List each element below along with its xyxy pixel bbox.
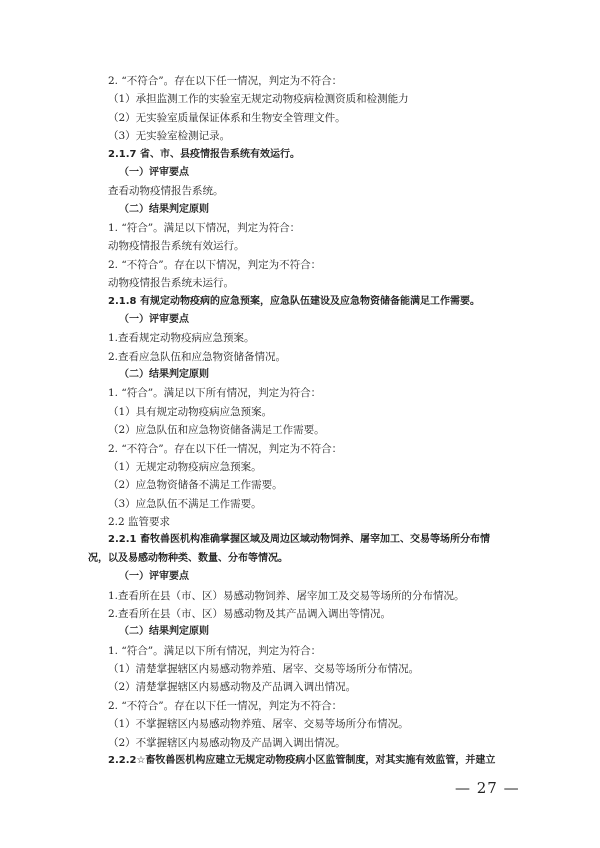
text-line: （2）应急物资储备不满足工作需要。 — [108, 479, 283, 491]
section-heading: 2.1.7 省、市、县疫情报告系统有效运行。 — [108, 149, 300, 160]
text-line: （3）应急队伍不满足工作需要。 — [108, 498, 262, 510]
subheading: （二）结果判定原则 — [119, 369, 209, 380]
text-line: 1. “符合”。满足以下情况，判定为符合： — [108, 222, 301, 234]
text-line: （1）承担监测工作的实验室无规定动物疫病检测资质和检测能力 — [108, 93, 409, 105]
text-line: 2. “不符合”。存在以下情况，判定为不符合： — [108, 259, 322, 271]
text-line: （1）不掌握辖区内易感动物养殖、屠宰、交易等场所分布情况。 — [108, 718, 409, 730]
text-line: 动物疫情报告系统有效运行。 — [108, 240, 245, 252]
subheading: （一）评审要点 — [119, 571, 189, 582]
subheading: （一）评审要点 — [119, 314, 189, 325]
text-line: 2. “不符合”。存在以下任一情况，判定为不符合： — [108, 75, 343, 87]
text-line: 2. “不符合”。存在以下任一情况，判定为不符合： — [108, 700, 343, 712]
section-heading: 2.2.1 畜牧兽医机构准确掌握区域及周边区域动物饲养、屠宰加工、交易等场所分布情 — [108, 534, 490, 545]
text-line: 1. “符合”。满足以下所有情况，判定为符合： — [108, 645, 322, 657]
text-line: 动物疫情报告系统未运行。 — [108, 277, 234, 289]
section-heading: 2.2.2☆畜牧兽医机构应建立无规定动物疫病小区监管制度，对其实施有效监管，并建立 — [108, 755, 496, 766]
subheading: （二）结果判定原则 — [119, 204, 209, 215]
text-line: 查看动物疫情报告系统。 — [108, 185, 224, 197]
text-line: （2）无实验室质量保证体系和生物安全管理文件。 — [108, 112, 346, 124]
text-line: （2）不掌握辖区内易感动物及产品调入调出情况。 — [108, 737, 346, 749]
text-line: （1）无规定动物疫病应急预案。 — [108, 461, 262, 473]
text-line: （2）清楚掌握辖区内易感动物及产品调入调出情况。 — [108, 681, 357, 693]
text-line: （1）清楚掌握辖区内易感动物养殖、屠宰、交易等场所分布情况。 — [108, 663, 420, 675]
text-line: （3）无实验室检测记录。 — [108, 130, 231, 142]
section-heading: 2.1.8 有规定动物疫病的应急预案，应急队伍建设及应急物资储备能满足工作需要。 — [108, 296, 480, 307]
page-number: — 27 — — [455, 779, 520, 797]
text-line: 1. “符合”。满足以下所有情况，判定为符合： — [108, 387, 322, 399]
text-line: 1.查看所在县（市、区）易感动物饲养、屠宰加工及交易等场所的分布情况。 — [108, 590, 465, 602]
text-line: 2.查看所在县（市、区）易感动物及其产品调入调出等情况。 — [108, 608, 392, 620]
text-line: 1.查看规定动物疫病应急预案。 — [108, 332, 255, 344]
text-line: （2）应急队伍和应急物资储备满足工作需要。 — [108, 424, 325, 436]
section-heading-continued: 况，以及易感动物种类、数量、分布等情况。 — [88, 553, 288, 564]
subheading: （一）评审要点 — [119, 167, 189, 178]
section-heading: 2.2 监管要求 — [108, 516, 171, 528]
text-line: 2. “不符合”。存在以下任一情况，判定为不符合： — [108, 443, 343, 455]
text-line: 2.查看应急队伍和应急物资储备情况。 — [108, 351, 287, 363]
text-line: （1）具有规定动物疫病应急预案。 — [108, 406, 273, 418]
subheading: （二）结果判定原则 — [119, 626, 209, 637]
